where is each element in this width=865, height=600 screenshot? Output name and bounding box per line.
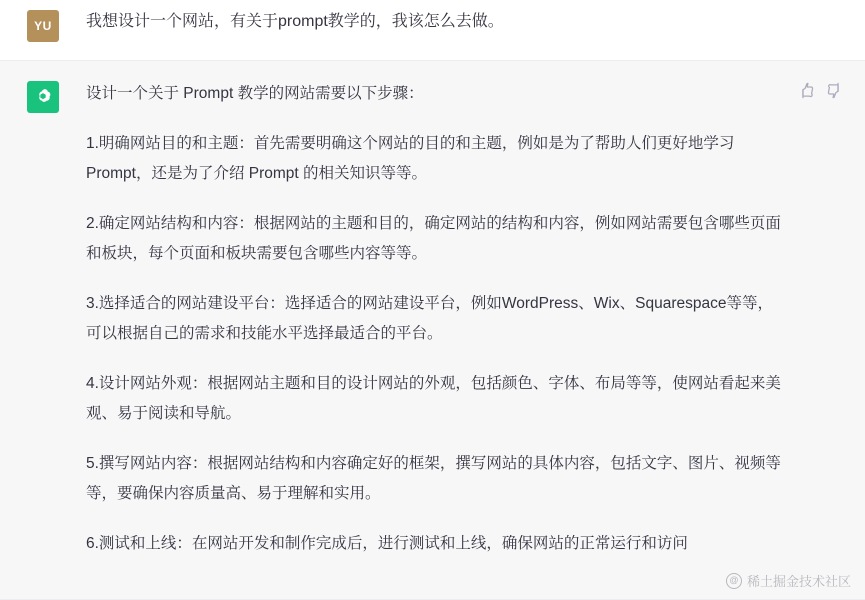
assistant-paragraph: 4.设计网站外观：根据网站主题和目的设计网站的外观，包括颜色、字体、布局等等，使网站看起来美观、易于阅读和导航。 <box>86 375 781 422</box>
watermark <box>726 571 851 590</box>
assistant-paragraph: 5.撰写网站内容：根据网站结构和内容确定好的框架，撰写网站的具体内容，包括文字、图片、视频等等，要确保内容质量高、易于理解和实用。 <box>86 455 781 502</box>
user-message-content <box>86 8 826 42</box>
assistant-paragraph: 6.测试和上线：在网站开发和制作完成后，进行测试和上线，确保网站的正常运行和访问 <box>86 535 688 552</box>
assistant-avatar-container <box>0 79 86 582</box>
watermark-text: 稀土掘金技术社区 <box>746 574 851 589</box>
chat-message-assistant <box>0 61 865 600</box>
assistant-paragraph: 1.明确网站目的和主题：首先需要明确这个网站的目的和主题，例如是为了帮助人们更好地学习 Prompt，还是为了介绍 Prompt 的相关知识等等。 <box>86 135 735 182</box>
assistant-paragraph: 设计一个关于 Prompt 教学的网站需要以下步骤： <box>86 85 424 102</box>
user-avatar-container <box>0 8 86 42</box>
openai-logo-icon <box>27 81 59 113</box>
assistant-message-content <box>86 79 826 582</box>
assistant-paragraph: 3.选择适合的网站建设平台：选择适合的网站建设平台，例如WordPress、Wix、Squarespace等等，可以根据自己的需求和技能水平选择最适合的平台。 <box>86 295 773 342</box>
message-actions <box>797 81 843 99</box>
assistant-paragraph: 2.确定网站结构和内容：根据网站的主题和目的，确定网站的结构和内容，例如网站需要包含哪些页面和板块，每个页面和板块需要包含哪些内容等等。 <box>86 215 781 262</box>
avatar: YU <box>27 10 59 42</box>
thumbs-down-icon[interactable] <box>825 81 843 99</box>
chat-message-user <box>0 0 865 61</box>
watermark-mark-icon: @ <box>726 573 742 589</box>
user-message-text: 我想设计一个网站，有关于prompt教学的，我该怎么去做。 <box>86 13 504 30</box>
thumbs-up-icon[interactable] <box>797 81 815 99</box>
